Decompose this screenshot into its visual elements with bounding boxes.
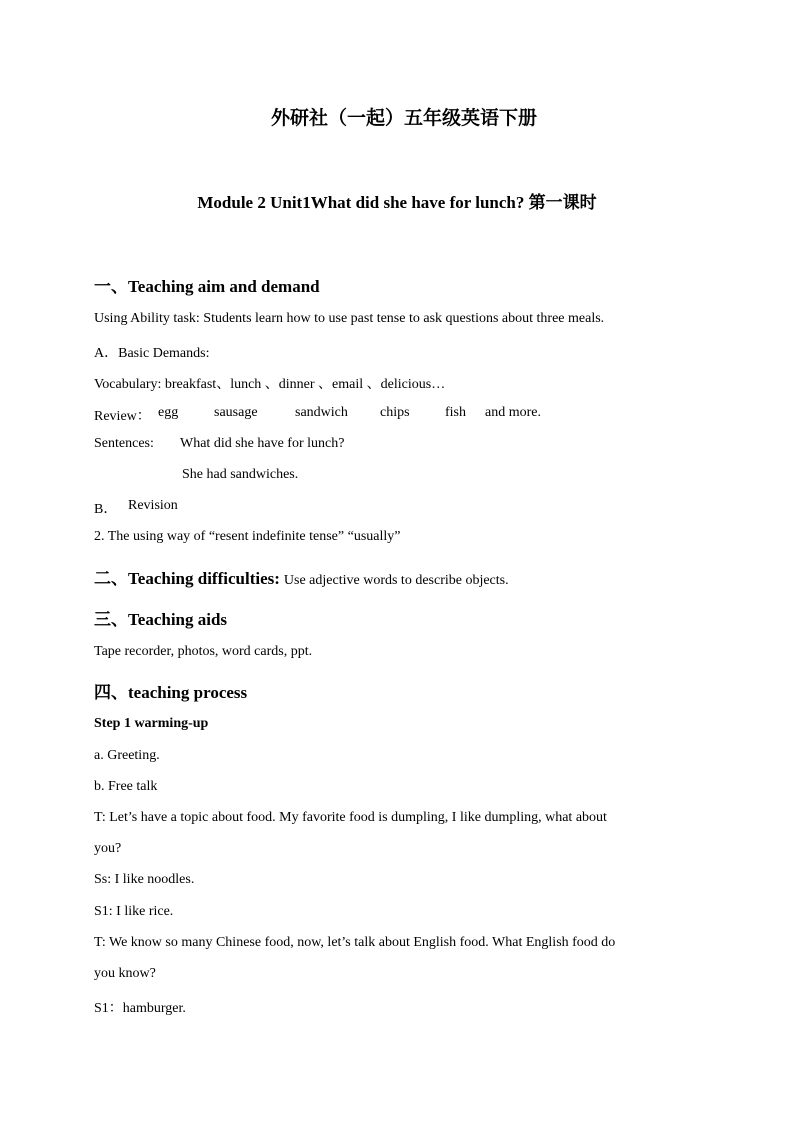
sentence-question: What did she have for lunch? [180, 436, 345, 451]
vocabulary-line: Vocabulary: breakfast、lunch 、dinner 、email 、delicious… [94, 377, 446, 392]
review-item: sausage [214, 405, 258, 420]
review-item: sandwich [295, 405, 348, 420]
document-subtitle: Module 2 Unit1What did she have for lunch? 第一课时 [197, 193, 597, 212]
review-item: and more. [485, 405, 541, 420]
difficulties-text: Use adjective words to describe objects. [283, 573, 509, 588]
document-title: 外研社（一起）五年级英语下册 [270, 108, 537, 129]
student1-line-a: S1: I like rice. [94, 904, 174, 919]
teacher-line-1-cont: you? [94, 841, 122, 856]
difficulties-line [94, 564, 509, 589]
aids-text: Tape recorder, photos, word cards, ppt. [94, 644, 313, 659]
review-item: fish [445, 405, 466, 420]
revision-label: B． [94, 502, 118, 517]
free-talk-line: b. Free talk [94, 779, 158, 794]
review-label: Review： [94, 409, 151, 424]
section-heading-process: 四、teaching process [94, 683, 248, 702]
teacher-line-1: T: Let’s have a topic about food. My favorite food is dumpling, I like dumpling, what about [94, 810, 607, 825]
section-heading-difficulties: 二、Teaching difficulties: [94, 569, 280, 588]
teacher-line-2-cont: you know? [94, 966, 156, 981]
section-heading-aids: 三、Teaching aids [94, 610, 228, 629]
section-heading-aim: 一、Teaching aim and demand [94, 277, 320, 296]
teacher-line-2: T: We know so many Chinese food, now, let’s talk about English food. What English food do [94, 935, 616, 950]
review-item: chips [380, 405, 410, 420]
step-heading: Step 1 warming-up [94, 716, 209, 731]
sentences-label: Sentences: [94, 436, 154, 451]
tense-usage-line: 2. The using way of “resent indefinite tense” “usually” [94, 529, 401, 544]
review-item: egg [158, 405, 179, 420]
sentence-answer: She had sandwiches. [182, 467, 299, 482]
revision-text: Revision [128, 498, 178, 513]
review-line [94, 405, 541, 425]
students-line: Ss: I like noodles. [94, 872, 195, 887]
student1-line-b: S1：hamburger. [94, 1001, 186, 1016]
greeting-line: a. Greeting. [94, 748, 160, 763]
basic-demands-label: A．Basic Demands: [94, 346, 210, 361]
using-ability-text: Using Ability task: Students learn how to use past tense to ask questions about three meals. [94, 311, 605, 326]
